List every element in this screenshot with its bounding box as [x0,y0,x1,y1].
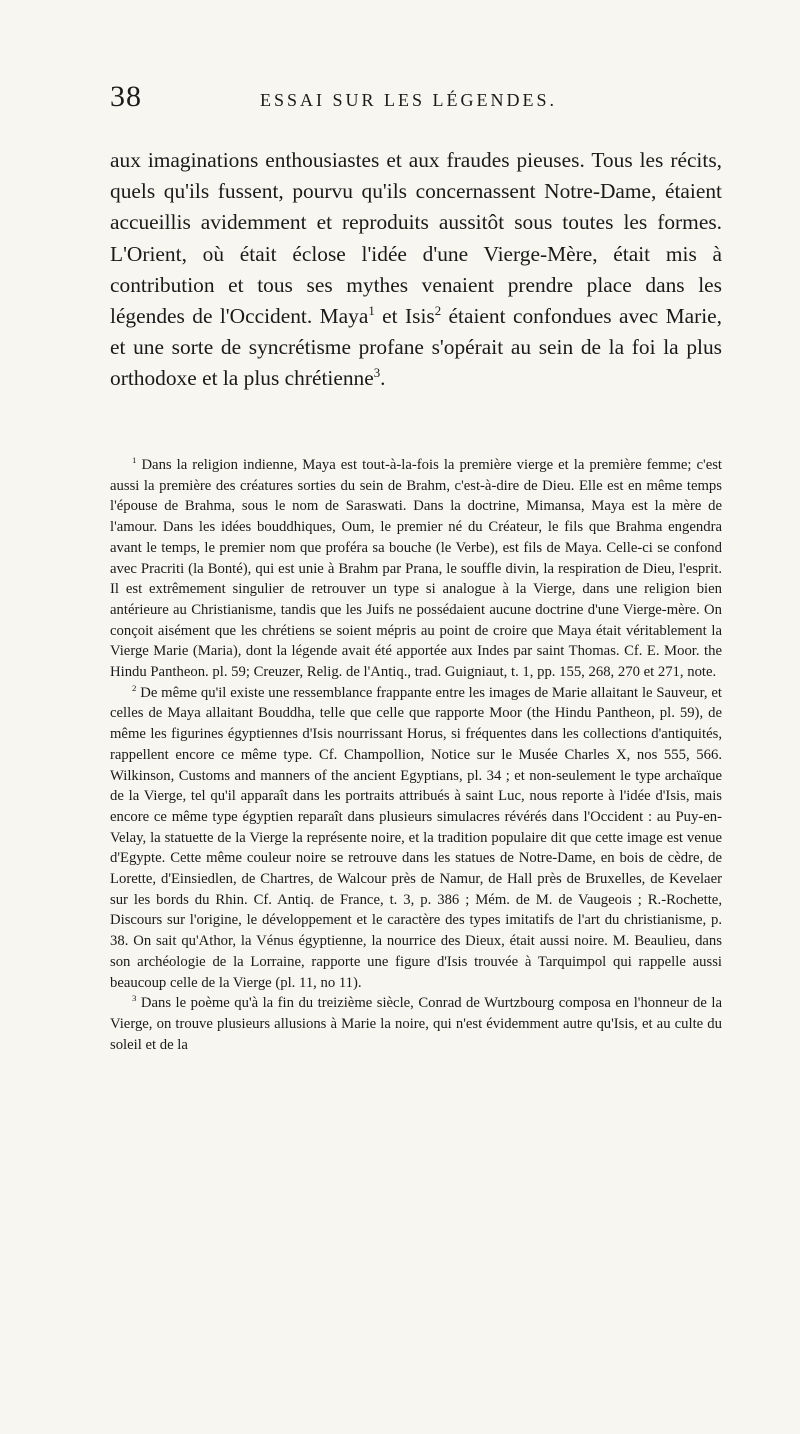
body-text-part: et Isis [374,304,435,329]
footnote-text: Dans le poème qu'à la fin du treizième siècle, Conrad de Wurtzbourg composa en l'honneur de la Vierge, on trouve plusieurs allusions à Marie la noire, qui n'est évidemment autre qu'Isis, et au culte du soleil et de la [110,995,723,1053]
footnote-2 [110,683,722,994]
footnote-marker: 2 [132,682,137,693]
page-number: 38 [110,80,142,113]
body-text-part: . [380,366,386,391]
footnote-marker: 1 [132,455,137,466]
footnote-text: De même qu'il existe une ressemblance frappante entre les images de Marie allaitant le Sauveur, et celles de Maya allaitant Bouddha, telle que celle que rapporte Moor (the Hindu Pantheon, pl. 59), de même les figurines égyptiennes d'Isis nourrissant Horus, si fréquentes dans les collections d'antiquités, rappellent encore ce même type. Cf. Champollion, Notice sur le Musée Charles X, nos 555, 566. Wilkinson, Customs and manners of the ancient Egyptians, pl. 34 ; et non-seulement le type archaïque de la Vierge, tel qu'il apparaît dans les portraits attribués à saint Luc, nous reporte à l'idée d'Isis, mais encore ce même type égyptien reparaît dans plusieurs simulacres révérés dans l'Occident : au Puy-en-Velay, la statuette de la Vierge la représente noire, et la tradition populaire dit que cette image est venue d'Egypte. Cette même couleur noire se retrouve dans les statues de Notre-Dame, en bois de cèdre, de Lorette, d'Einsiedlen, de Chartres, de Walcour près de Namur, de Hall près de Bruxelles, de Kevelaer sur les bords du Rhin. Cf. Antiq. de France, t. 3, p. 386 ; Mém. de M. de Vaugeois ; R.-Rochette, Discours sur l'origine, le développement et le caractère des types imitatifs de l'art du christianisme, p. 38. On sait qu'Athor, la Vénus égyptienne, la nourrice des Dieux, était aussi noire. M. Beaulieu, dans son archéologie de la Lorraine, rapporte une figure d'Isis trouvée à Tarquimpol qui rappelle aussi beaucoup celle de la Vierge (pl. 11, no 11). [110,684,722,991]
footnote-ref: 1 [368,303,375,318]
body-text-part: étaient confondues avec Marie, et une sorte de syncrétisme profane s'opérait au sein de la foi la plus orthodoxe et la plus chrétienne [110,304,722,391]
footnote-marker: 3 [132,993,137,1004]
footnote-3 [110,993,722,1055]
body-paragraph [110,145,722,395]
footnotes [110,455,722,1055]
footnote-text: Dans la religion indienne, Maya est tout-à-la-fois la première vierge et la première femme; c'est aussi la première des créatures sorties du sein de Brahm, c'est-à-dire de Dieu. Elle est en même temps l'épouse de Brahma, sous le nom de Saraswati. Dans la doctrine, Mimansa, Maya est la mère de l'amour. Dans les idées bouddhiques, Oum, le premier né du Créateur, le fils que Brahma engendra avant le temps, le premier nom que proféra sa bouche (le Verbe), est fils de Maya. Celle-ci se confond avec Pracriti (la Bonté), qui est unie à Brahm par Prana, le souffle divin, la respiration de Dieu, l'esprit. Il est extrêmement singulier de retrouver un type si analogue à la Vierge, dans une religion bien antérieure au Christianisme, tandis que les Juifs ne possédaient aucune doctrine d'une Vierge-mère. On conçoit aisément que les chrétiens se soient mépris au point de croire que Maya était véritablement la Vierge Marie (Maria), dont la légende avait été apportée aux Indes par saint Thomas. Cf. E. Moor. the Hindu Pantheon. pl. 59; Creuzer, Relig. de l'Antiq., trad. Guigniaut, t. 1, pp. 155, 268, 270 et 271, note. [110,457,723,681]
page-header [110,80,740,120]
footnote-1 [110,455,722,683]
main-text [110,145,722,395]
footnote-ref: 2 [434,303,442,318]
body-text-part: aux imaginations enthousiastes et aux fraudes pieuses. Tous les récits, quels qu'ils fussent, pourvu qu'ils concernassent Notre-Dame, étaient accueillis avidemment et reproduits aussitôt sous toutes les formes. L'Orient, où était éclose l'idée d'une Vierge-Mère, était mis à contribution et tous ses mythes venaient prendre place dans les légendes de l'Occident. Maya [110,148,722,329]
footnote-ref: 3 [373,366,381,381]
running-title: ESSAI SUR LES LÉGENDES. [260,90,558,110]
